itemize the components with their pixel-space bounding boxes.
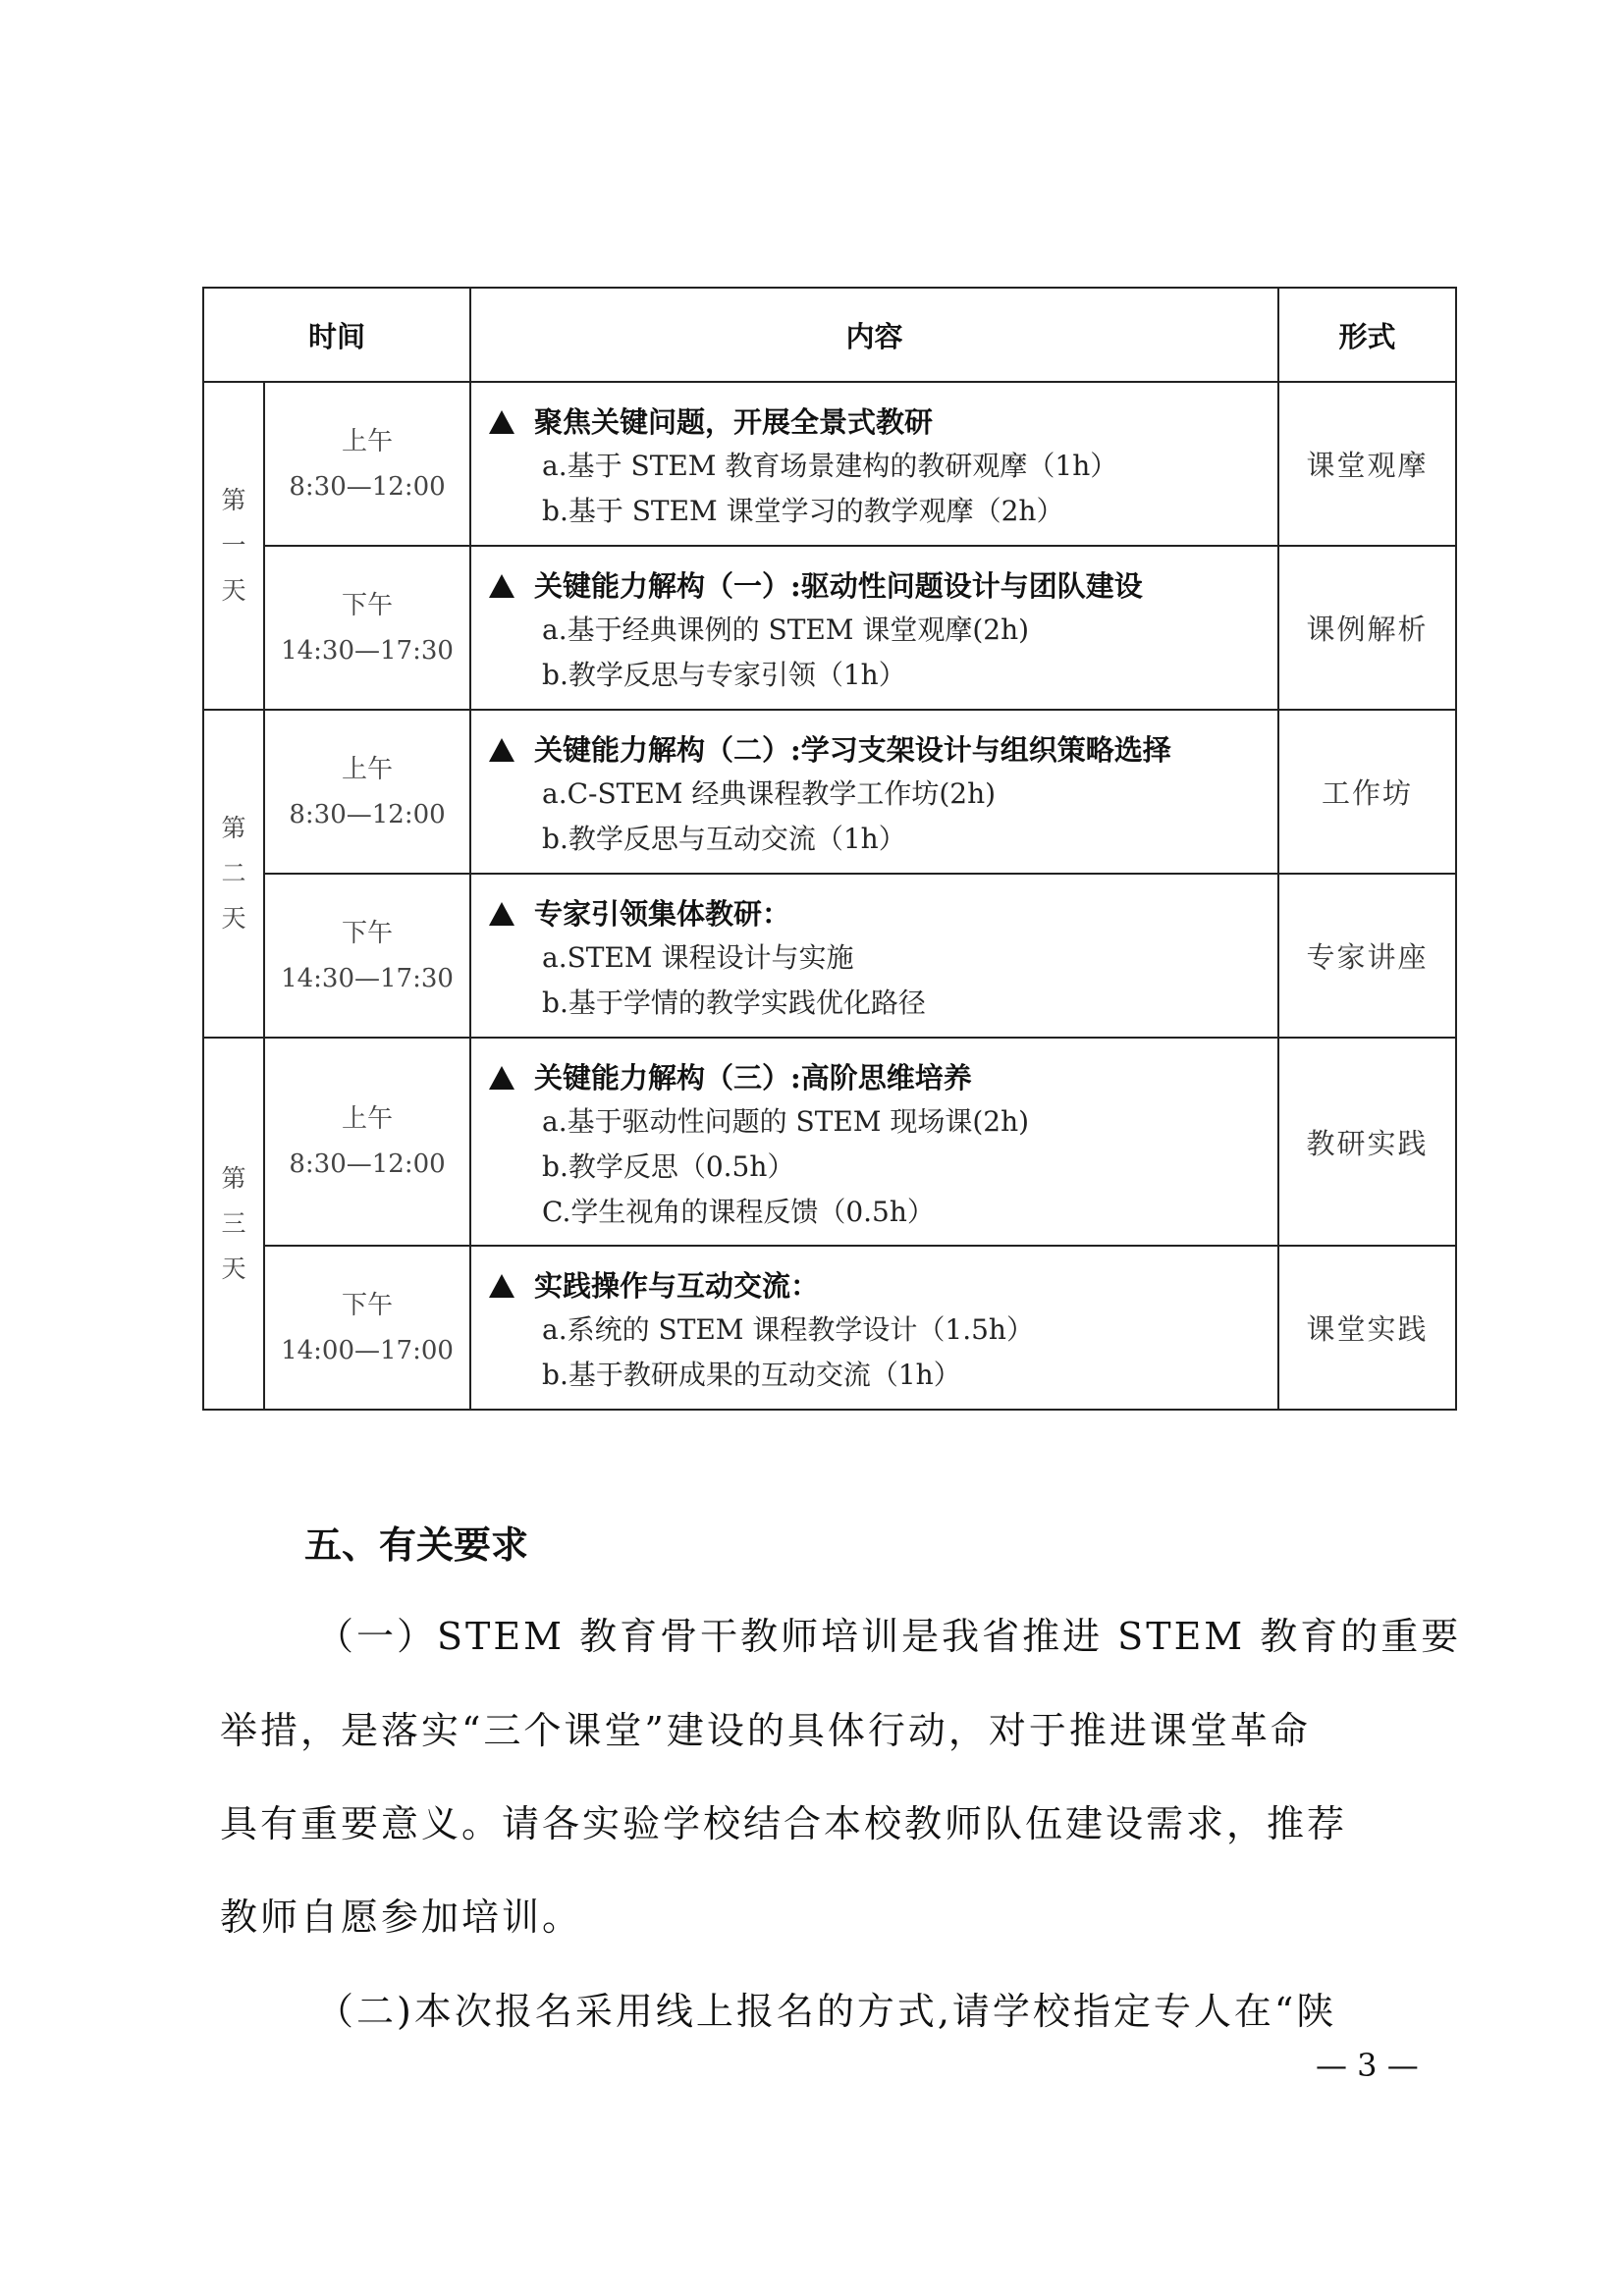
session-form: 工作坊 <box>1278 710 1456 874</box>
section-heading: 五、有关要求 <box>304 1522 529 1567</box>
page-number: — 3 — <box>1316 2047 1419 2084</box>
session-item: a.基于驱动性问题的 STEM 现场课(2h) <box>542 1105 1030 1138</box>
session-form: 课堂观摩 <box>1278 382 1456 546</box>
session-hours: 8:30—12:00 <box>289 799 446 829</box>
session-item: a.基于 STEM 教育场景建构的教研观摩（1h） <box>542 450 1118 482</box>
table-row <box>203 1246 1456 1410</box>
session-item: b.教学反思与互动交流（1h） <box>542 823 906 855</box>
session-title-text: 关键能力解构（一）:驱动性问题设计与团队建设 <box>534 569 1143 603</box>
session-period: 下午 <box>342 590 394 620</box>
session-hours: 8:30—12:00 <box>289 1149 446 1179</box>
paragraph-line: （一）STEM 教育骨干教师培训是我省推进 STEM 教育的重要 <box>316 1615 1462 1658</box>
session-hours: 14:30—17:30 <box>281 963 454 993</box>
day-char: 天 <box>221 576 246 605</box>
session-title-text: 专家引领集体教研： <box>534 897 791 931</box>
triangle-bullet-icon <box>489 738 514 762</box>
session-period: 下午 <box>342 1290 394 1320</box>
paragraph-line: 教师自愿参加培训。 <box>220 1896 583 1939</box>
table-row <box>203 1038 1456 1246</box>
session-period: 上午 <box>342 754 394 784</box>
session-time <box>264 382 470 546</box>
session-form: 教研实践 <box>1278 1038 1456 1246</box>
session-title-text: 实践操作与互动交流： <box>534 1269 820 1303</box>
table-row <box>203 874 1456 1038</box>
session-item: b.基于教研成果的互动交流（1h） <box>542 1359 961 1391</box>
header-content: 内容 <box>470 288 1278 382</box>
session-item: b.基于 STEM 课堂学习的教学观摩（2h） <box>542 495 1064 527</box>
session-item: b.基于学情的教学实践优化路径 <box>542 987 926 1019</box>
session-period: 上午 <box>342 426 394 456</box>
session-content <box>470 546 1278 710</box>
session-content <box>470 1038 1278 1246</box>
session-item: C.学生视角的课程反馈（0.5h） <box>542 1196 935 1228</box>
header-time: 时间 <box>203 288 470 382</box>
day-char: 天 <box>221 1254 246 1283</box>
triangle-bullet-icon <box>489 574 514 598</box>
session-title <box>489 728 1268 772</box>
day-char: 一 <box>221 531 246 560</box>
session-content <box>470 710 1278 874</box>
session-time <box>264 710 470 874</box>
paragraph-line: 举措，是落实“三个课堂”建设的具体行动，对于推进课堂革命 <box>220 1709 1311 1752</box>
session-period: 上午 <box>342 1104 394 1134</box>
session-period: 下午 <box>342 918 394 948</box>
paragraph-line: （二)本次报名采用线上报名的方式,请学校指定专人在“陕 <box>316 1990 1337 2033</box>
session-content <box>470 1246 1278 1410</box>
session-title-text: 关键能力解构（二）:学习支架设计与组织策略选择 <box>534 733 1171 767</box>
day-label <box>203 382 264 710</box>
session-title <box>489 400 1268 444</box>
session-form: 专家讲座 <box>1278 874 1456 1038</box>
session-hours: 8:30—12:00 <box>289 471 446 502</box>
session-time <box>264 1246 470 1410</box>
table-row <box>203 710 1456 874</box>
session-content <box>470 874 1278 1038</box>
day-char: 第 <box>221 1163 246 1193</box>
session-item: b.教学反思（0.5h） <box>542 1150 795 1183</box>
triangle-bullet-icon <box>489 1066 514 1090</box>
session-title <box>489 892 1268 935</box>
session-title <box>489 564 1268 608</box>
header-form: 形式 <box>1278 288 1456 382</box>
triangle-bullet-icon <box>489 902 514 926</box>
triangle-bullet-icon <box>489 1274 514 1298</box>
session-item: a.C-STEM 经典课程教学工作坊(2h) <box>542 777 997 810</box>
triangle-bullet-icon <box>489 410 514 434</box>
table-row <box>203 382 1456 546</box>
session-title-text: 关键能力解构（三）:高阶思维培养 <box>534 1061 972 1095</box>
day-char: 第 <box>221 814 246 842</box>
table-row <box>203 546 1456 710</box>
session-hours: 14:30—17:30 <box>281 635 454 666</box>
session-title <box>489 1264 1268 1308</box>
day-char: 天 <box>221 904 246 933</box>
session-item: a.系统的 STEM 课程教学设计（1.5h） <box>542 1313 1034 1346</box>
session-form: 课例解析 <box>1278 546 1456 710</box>
session-item: a.基于经典课例的 STEM 课堂观摩(2h) <box>542 614 1030 646</box>
session-form: 课堂实践 <box>1278 1246 1456 1410</box>
schedule-table <box>202 287 1457 1411</box>
session-title-text: 聚焦关键问题，开展全景式教研 <box>534 405 934 439</box>
paragraph-line: 具有重要意义。请各实验学校结合本校教师队伍建设需求，推荐 <box>220 1802 1348 1845</box>
session-time <box>264 1038 470 1246</box>
day-label <box>203 1038 264 1410</box>
session-title <box>489 1056 1268 1099</box>
session-item: b.教学反思与专家引领（1h） <box>542 659 906 691</box>
session-content <box>470 382 1278 546</box>
session-time <box>264 874 470 1038</box>
day-char: 三 <box>221 1208 246 1238</box>
session-item: a.STEM 课程设计与实施 <box>542 941 854 974</box>
session-time <box>264 546 470 710</box>
day-char: 第 <box>221 486 246 514</box>
table-header-row <box>203 288 1456 382</box>
session-hours: 14:00—17:00 <box>281 1335 454 1365</box>
day-char: 二 <box>221 859 246 887</box>
day-label <box>203 710 264 1038</box>
